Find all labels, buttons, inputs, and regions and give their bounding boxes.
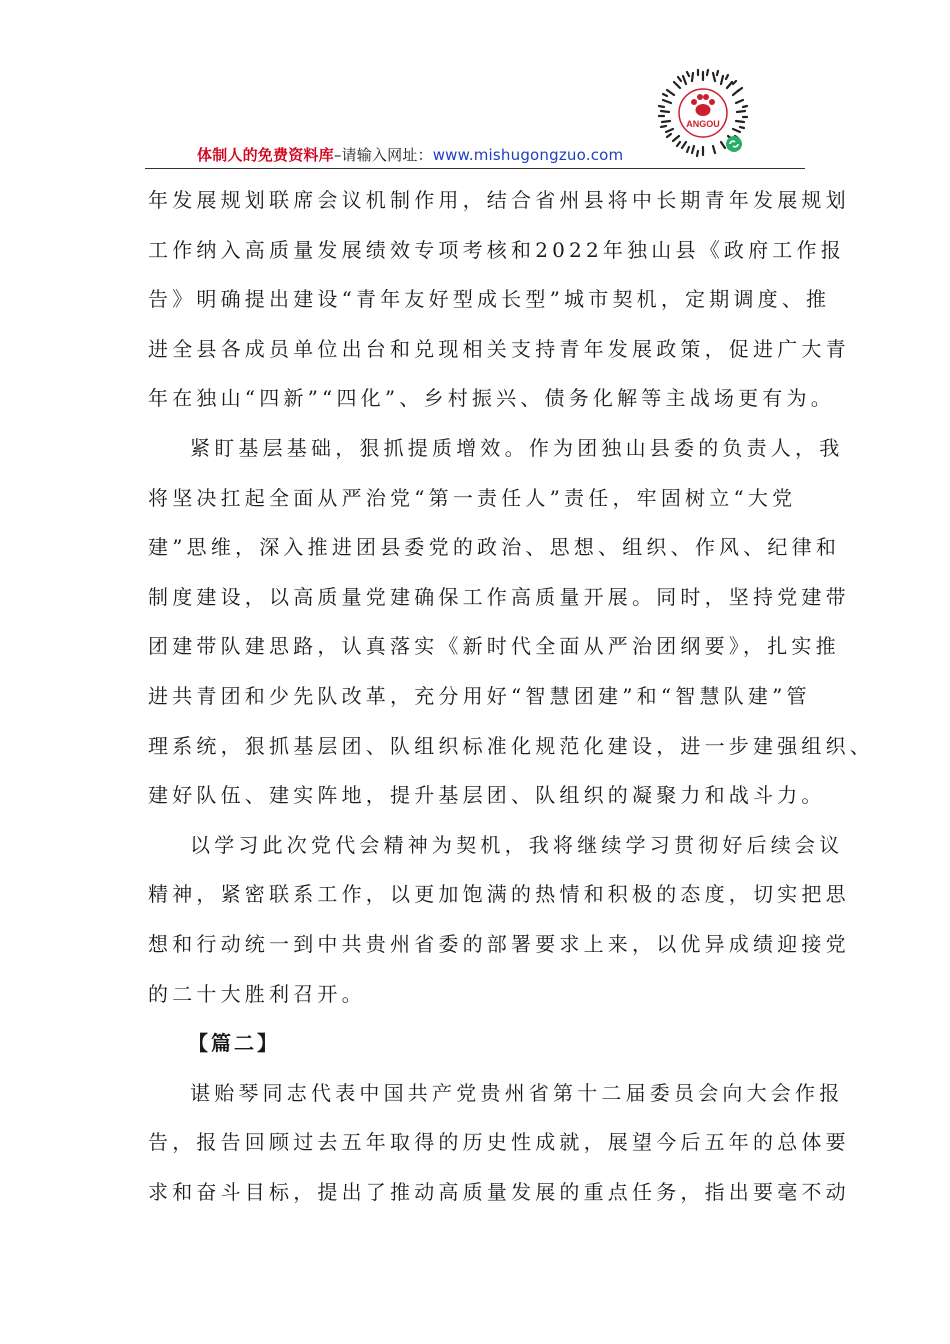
text-line: 告》明确提出建设“青年友好型成长型”城市契机，定期调度、推 xyxy=(148,287,831,312)
text-line: 建好队伍、建实阵地，提升基层团、队组织的凝聚力和战斗力。 xyxy=(148,783,826,808)
text-line: 精神，紧密联系工作，以更加饱满的热情和积极的态度，切实把思 xyxy=(148,882,850,907)
text-line: 理系统，狠抓基层团、队组织标准化规范化建设，进一步建强组织、 xyxy=(148,733,874,758)
paragraph-start: 紧盯基层基础，狠抓提质增效。作为团独山县委的负责人，我 xyxy=(190,435,844,460)
paragraph-start: 以学习此次党代会精神为契机，我将继续学习贯彻好后续会议 xyxy=(190,832,844,857)
text-line: 告，报告回顾过去五年取得的历史性成就，展望今后五年的总体要 xyxy=(148,1130,850,1155)
text-line: 团建带队建思路，认真落实《新时代全面从严治团纲要》，扎实推 xyxy=(148,634,840,659)
qr-label: ANGOU xyxy=(686,119,720,129)
text-line: 将坚决扛起全面从严治党“第一责任人”责任，牢固树立“大党 xyxy=(148,485,797,510)
text-line: 建”思维，深入推进团县委党的政治、思想、组织、作风、纪律和 xyxy=(148,535,841,560)
text-line: 进全县各成员单位出台和兑现相关支持青年发展政策，促进广大青 xyxy=(148,336,850,361)
text-line: 求和奋斗目标，提出了推动高质量发展的重点任务，指出要毫不动 xyxy=(148,1179,850,1204)
header-url[interactable]: www.mishugongzuo.com xyxy=(432,146,624,164)
text-line: 年在独山“四新”“四化”、乡村振兴、债务化解等主战场更有为。 xyxy=(148,386,835,411)
header-banner xyxy=(197,144,623,165)
text-line: 年发展规划联席会议机制作用，结合省州县将中长期青年发展规划 xyxy=(148,188,850,212)
text-line: 进共青团和少先队改革，充分用好“智慧团建”和“智慧队建”管 xyxy=(148,683,811,708)
document-body xyxy=(148,176,874,1217)
page-header xyxy=(145,138,805,172)
section-heading: 【篇二】 xyxy=(188,1031,280,1056)
text-line: 想和行动统一到中共贵州省委的部署要求上来，以优异成绩迎接党 xyxy=(148,931,850,956)
text-line: 工作纳入高质量发展绩效专项考核和2022年独山县《政府工作报 xyxy=(148,237,845,262)
text-line: 制度建设，以高质量党建确保工作高质量开展。同时，坚持党建带 xyxy=(148,584,850,609)
header-brand: 体制人的免费资料库 xyxy=(197,146,334,164)
text-line: 的二十大胜利召开。 xyxy=(148,981,366,1006)
header-divider xyxy=(145,168,805,169)
header-prompt: –请输入网址： xyxy=(333,146,433,164)
paragraph-start: 谌贻琴同志代表中国共产党贵州省第十二届委员会向大会作报 xyxy=(190,1080,844,1105)
